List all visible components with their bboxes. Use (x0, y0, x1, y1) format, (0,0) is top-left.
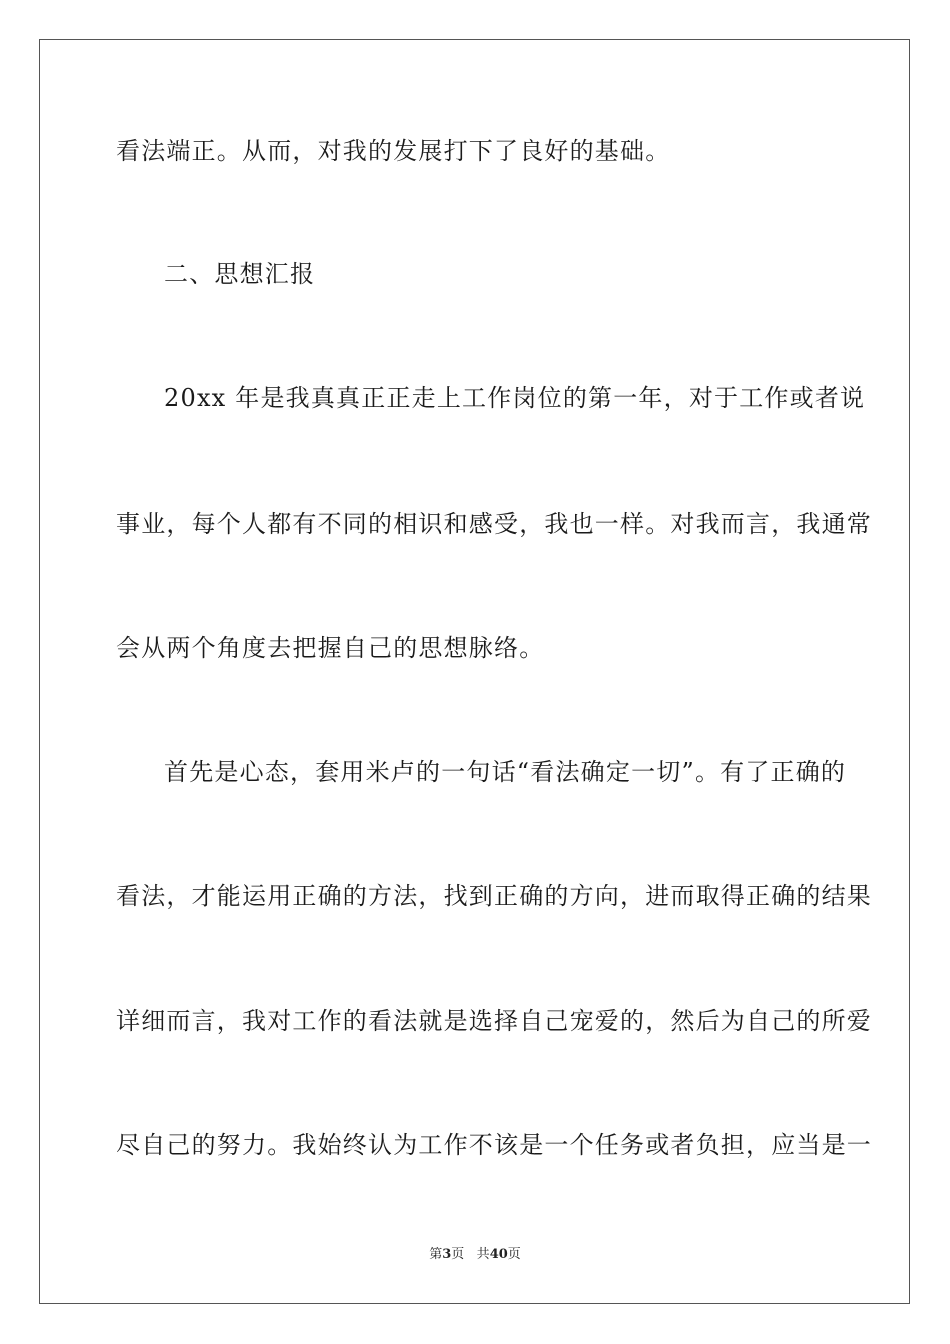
total-prefix: 共 (476, 1247, 490, 1262)
section-heading: 二、思想汇报 (164, 260, 316, 288)
page-border (39, 39, 910, 1304)
body-line-7: 看法，才能运用正确的方法，找到正确的方向，进而取得正确的结果 (116, 882, 872, 910)
body-line-8: 详细而言，我对工作的看法就是选择自己宠爱的，然后为自己的所爱 (116, 1007, 872, 1035)
body-line-3: 20xx 年是我真真正正走上工作岗位的第一年，对于工作或者说 (164, 384, 866, 412)
body-line-4: 事业，每个人都有不同的相识和感受，我也一样。对我而言，我通常 (116, 510, 872, 538)
page-footer (0, 1246, 950, 1264)
body-line-1: 看法端正。从而，对我的发展打下了良好的基础。 (116, 137, 671, 165)
page-number: 3 (442, 1247, 452, 1262)
total-suffix: 页 (507, 1247, 521, 1262)
page-suffix: 页 (451, 1247, 465, 1262)
body-line-5: 会从两个角度去把握自己的思想脉络。 (116, 634, 545, 662)
body-line-9: 尽自己的努力。我始终认为工作不该是一个任务或者负担，应当是一 (116, 1131, 872, 1159)
body-line-6: 首先是心态，套用米卢的一句话“看法确定一切”。有了正确的 (164, 758, 847, 786)
total-pages: 40 (489, 1247, 508, 1262)
page-prefix: 第 (429, 1247, 443, 1262)
